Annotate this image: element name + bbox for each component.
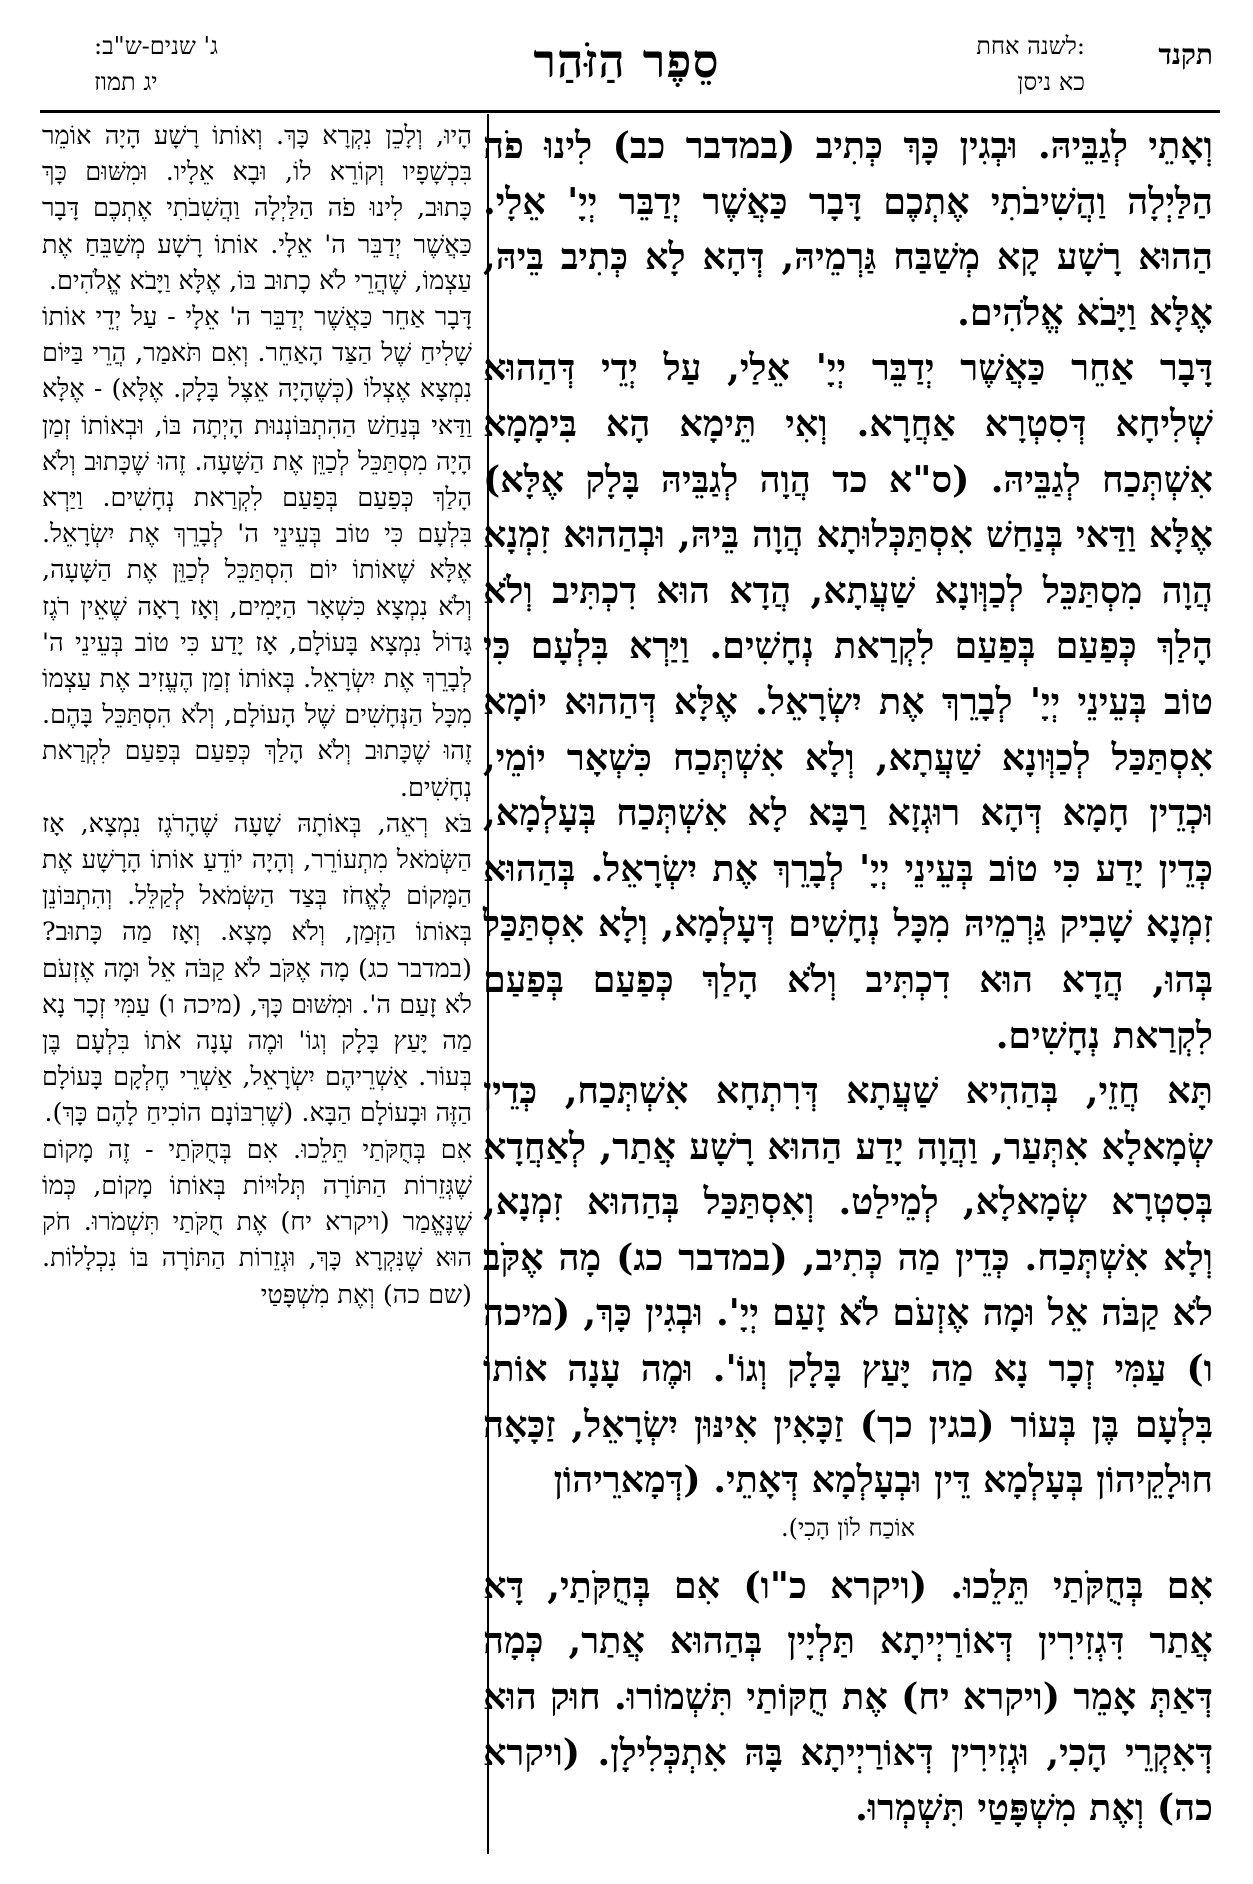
aramaic-paragraph-1: וְאָתֵי לְגַבֵּיהּ. וּבְגִין כָּךְ כְּתִיב (במדבר כב) לִינוּ פֹה הַלַּיְלָה וַהֲשִׁיבֹתִי אֶתְכֶם דָּבָר כַּאֲשֶׁר יְדַבֵּר יְיָ' אֵלָי. הַהוּא רָשָׁע קָא מְשַׁבַּח גַּרְמֵיהּ, דְּהָא לָא כְּתִיב בֵּיהּ, אֶלָּא וַיָּבֹא אֱלֹהִים.	[483, 124, 1213, 334]
aramaic-paragraph-4: אִם בְּחֻקֹּתַי תֵּלֵכוּ. (ויקרא כ"ו) אִם בְּחֻקֹּתַי, דָּא אֲתַר דִּגְזִירִין דְּאוֹרַיְיתָא תַּלְיָין בְּהַהוּא אֲתַר, כְּמָה דְּאַתְּ אָמֵר (ויקרא יח) אֶת חֻקּוֹתַי תִּשְׁמוֹרוּ. חוּק הוּא דְּאִקְרֵי הָכִי, וּגְזִירִין דְּאוֹרַיְיתָא בָּהּ אִתְכְּלִילָן. (ויקרא כה) וְאֶת מִשְׁפָּטַי תִּשְׁמְרוּ.	[483, 1563, 1213, 1830]
book-title: סֵפֶר הַזֹּהַר	[533, 34, 720, 88]
translation-paragraph-3: בֹּא רְאֵה, בְּאוֹתָהּ שָׁעָה שֶׁהָרֹגֶז נִמְצָא, אָז הַשְּׂמֹאל מִתְעוֹרֵר, וְהָיָה יוֹדֵעַ אוֹתוֹ הָרָשָׁע אֶת הַמָּקוֹם לֶאֱחֹז בְּצַד הַשְּׂמֹאל לְקַלֵּל. וְהִתְבּוֹנֵן בְּאוֹתוֹ הַזְּמַן, וְלֹא מָצָא. וְאָז מַה כָּתוּב? (במדבר כג) מָה אֶקֹּב לֹא קַבֹּה אֵל וּמָה אֶזְעֹם לֹא זָעַם ה'. וּמִשּׁוּם כָּךְ, (מיכה ו) עַמִּי זְכָר נָא מַה יָּעַץ בָּלָק וְגוֹ' וּמֶה עָנָה אֹתוֹ בִּלְעָם בֶּן בְּעוֹר. אַשְׁרֵיהֶם יִשְׂרָאֵל, אַשְׁרֵי חֶלְקָם בָּעוֹלָם הַזֶּה וּבָעוֹלָם הַבָּא. (שֶׁרִבּוֹנָם הוֹכִיחַ לָהֶם כָּךְ).	[42, 808, 472, 1129]
schedule-three-years: ג' שנים-ש"ב:	[94, 32, 219, 60]
header-rule	[40, 110, 1220, 113]
aramaic-paragraph-3: תָּא חֲזֵי, בְּהַהִיא שַׁעֲתָא דְּרִתְחָא אִשְׁתְּכַח, כְּדֵין שְׂמָאלָא אִתְּעַר, וַהֲוָה יָדַע הַהוּא רָשָׁע אֲתַר, לְאַחֲדָא בְּסִטְרָא שְׂמָאלָא, לְמֵילַט. וְאִסְתַּכַּל בְּהַהוּא זִמְנָא, וְלָא אִשְׁתְּכַח. כְּדֵין מַה כְּתִיב, (במדבר כג) מָה אֶקֹּב לֹא קַבֹּה אֵל וּמָה אֶזְעֹם לֹא זָעַם יְיָ'. וּבְגִין כָּךְ, (מיכה ו) עַמִּי זְכָר נָא מַה יָּעַץ בָּלָק וְגוֹ'. וּמֶה עָנָה אוֹתוֹ בִּלְעָם בֶּן בְּעוֹר (בגין כך) זַכָּאִין אִינּוּן יִשְׂרָאֵל, זַכָּאָה חוּלָקֵיהוֹן בְּעָלְמָא דֵּין וּבְעָלְמָא דְּאָתֵי. (דְּמָארֵיהוֹן	[483, 1069, 1213, 1502]
page-number: תקנד	[1158, 38, 1213, 71]
translation-paragraph-4: אִם בְּחֻקֹּתַי תֵּלֵכוּ. אִם בְּחֻקֹּתַי - זֶה מָקוֹם שֶׁגְּזֵרוֹת הַתּוֹרָה תְּלוּיוֹת בְּאוֹתוֹ מָקוֹם, כְּמוֹ שֶׁנֶּאֱמַר (ויקרא יח) אֶת חֻקֹּתַי תִּשְׁמֹרוּ. חֹק הוּא שֶׁנִּקְרָא כָּךְ, וּגְזֵרוֹת הַתּוֹרָה בּוֹ נִכְלָלוֹת. (שם כה) וְאֶת מִשְׁפָּטַי	[42, 1134, 472, 1310]
aramaic-paragraph-3-tail: אוֹכַח לוֹן הָכִי).	[780, 1513, 916, 1542]
schedule-one-year-date: כא ניסן	[1017, 68, 1085, 96]
aramaic-paragraph-2: דָּבָר אַחֵר כַּאֲשֶׁר יְדַבֵּר יְיָ' אֵלַי, עַל יְדֵי דְּהַהוּא שְׁלִיחָא דְּסִטְרָא אַחֲרָא. וְאִי תֵּימָא הָא בִּימָמָא אִשְׁתְּכַח לְגַבֵּיהּ. (ס"א כד הֲוָה לְגַבֵּיהּ בָּלָק אֶלָּא) אֶלָּא וַדַּאי בְּנַחַשׁ אִסְתַּכְּלוּתָא הֲוָה בֵּיהּ, וּבְהַהוּא זִמְנָא הֲוָה מִסְתַּכֵּל לְכַוְּונָא שַׁעֲתָא, הֲדָא הוּא דִכְתִּיב וְלֹא הָלַךְ כְּפַעַם בְּפַעַם לִקְרַאת נְחָשִׁים. וַיַּרְא בִּלְעָם כִּי טוֹב בְּעֵינֵי יְיָ' לְבָרֵךְ אֶת יִשְׂרָאֵל. אֶלָּא דְּהַהוּא יוֹמָא אִסְתַּכַּל לְכַוְּונָא שַׁעֲתָא, וְלָא אִשְׁתְּכַח כִּשְׁאָר יוֹמֵי, וּכְדֵין חָמָא דְּהָא רוּגְזָא רַבָּא לָא אִשְׁתְּכַח בְּעָלְמָא, כְּדֵין יָדַע כִּי טוֹב בְּעֵינֵי יְיָ' לְבָרֵךְ אֶת יִשְׂרָאֵל. בְּהַהוּא זִמְנָא שָׁבִיק גַּרְמֵיהּ מִכָּל נְחָשִׁים דְּעָלְמָא, וְלָא אִסְתַּכַּל בְּהוּ, הֲדָא הוּא דִכְתִּיב וְלֹא הָלַךְ כְּפַעַם בְּפַעַם לִקְרַאת נְחָשִׁים.	[483, 346, 1213, 1057]
translation-paragraph-2: דָּבָר אַחֵר כַּאֲשֶׁר יְדַבֵּר ה' אֵלָי - עַל יְדֵי אוֹתוֹ שָׁלִיחַ שֶׁל הַצַּד הָאַחֵר. וְאִם תֹּאמַר, הֲרֵי בַּיּוֹם נִמְצָא אֶצְלוֹ (כְּשֶׁהָיָה אֵצֶל בָּלָק. אֶלָּא) - אֶלָּא וַדַּאי בְּנַחַשׁ הַהִתְבּוֹנְנוּת הָיְתָה בּוֹ, וּבְאוֹתוֹ זְמַן הָיָה מִסְתַּכֵּל לְכַוֵּן אֶת הַשָּׁעָה. זֶהוּ שֶׁכָּתוּב וְלֹא הָלַךְ כְּפַעַם בְּפַעַם לִקְרַאת נְחָשִׁים. וַיַּרְא בִּלְעָם כִּי טוֹב בְּעֵינֵי ה' לְבָרֵךְ אֶת יִשְׂרָאֵל. אֶלָּא שֶׁאוֹתוֹ יוֹם הִסְתַּכֵּל לְכַוֵּן אֶת הַשָּׁעָה, וְלֹא נִמְצָא כִּשְׁאָר הַיָּמִים, וְאָז רָאָה שֶׁאֵין רֹגֶז גָּדוֹל נִמְצָא בָּעוֹלָם, אָז יָדַע כִּי טוֹב בְּעֵינֵי ה' לְבָרֵךְ אֶת יִשְׂרָאֵל. בְּאוֹתוֹ זְמַן הֶעֱזִיב אֶת עַצְמוֹ מִכָּל הַנְּחָשִׁים שֶׁל הָעוֹלָם, וְלֹא הִסְתַּכֵּל בָּהֶם. זֶהוּ שֶׁכָּתוּב וְלֹא הָלַךְ כְּפַעַם בְּפַעַם לִקְרַאת נְחָשִׁים.	[42, 302, 472, 803]
schedule-three-years-date: יג תמוז	[94, 68, 158, 96]
aramaic-column	[483, 118, 1213, 1836]
translation-paragraph-1: הָיוּ, וְלָכֵן נִקְרָא כָּךְ. וְאוֹתוֹ רָשָׁע הָיָה אוֹמֵר בִּכְשָׁפָיו וְקוֹרֵא לוֹ, וּבָא אֵלָיו. וּמִשּׁוּם כָּךְ כָּתוּב, לִינוּ פֹה הַלַּיְלָה וַהֲשִׁבֹתִי אֶתְכֶם דָּבָר כַּאֲשֶׁר יְדַבֵּר ה' אֵלָי. אוֹתוֹ רָשָׁע מְשַׁבֵּחַ אֶת עַצְמוֹ, שֶׁהֲרֵי לֹא כָתוּב בּוֹ, אֶלָּא וַיָּבֹא אֱלֹהִים.	[42, 121, 472, 296]
hebrew-translation-column	[42, 118, 472, 1313]
schedule-one-year: לשנה אחת:	[976, 32, 1085, 60]
page-header	[0, 24, 1253, 110]
